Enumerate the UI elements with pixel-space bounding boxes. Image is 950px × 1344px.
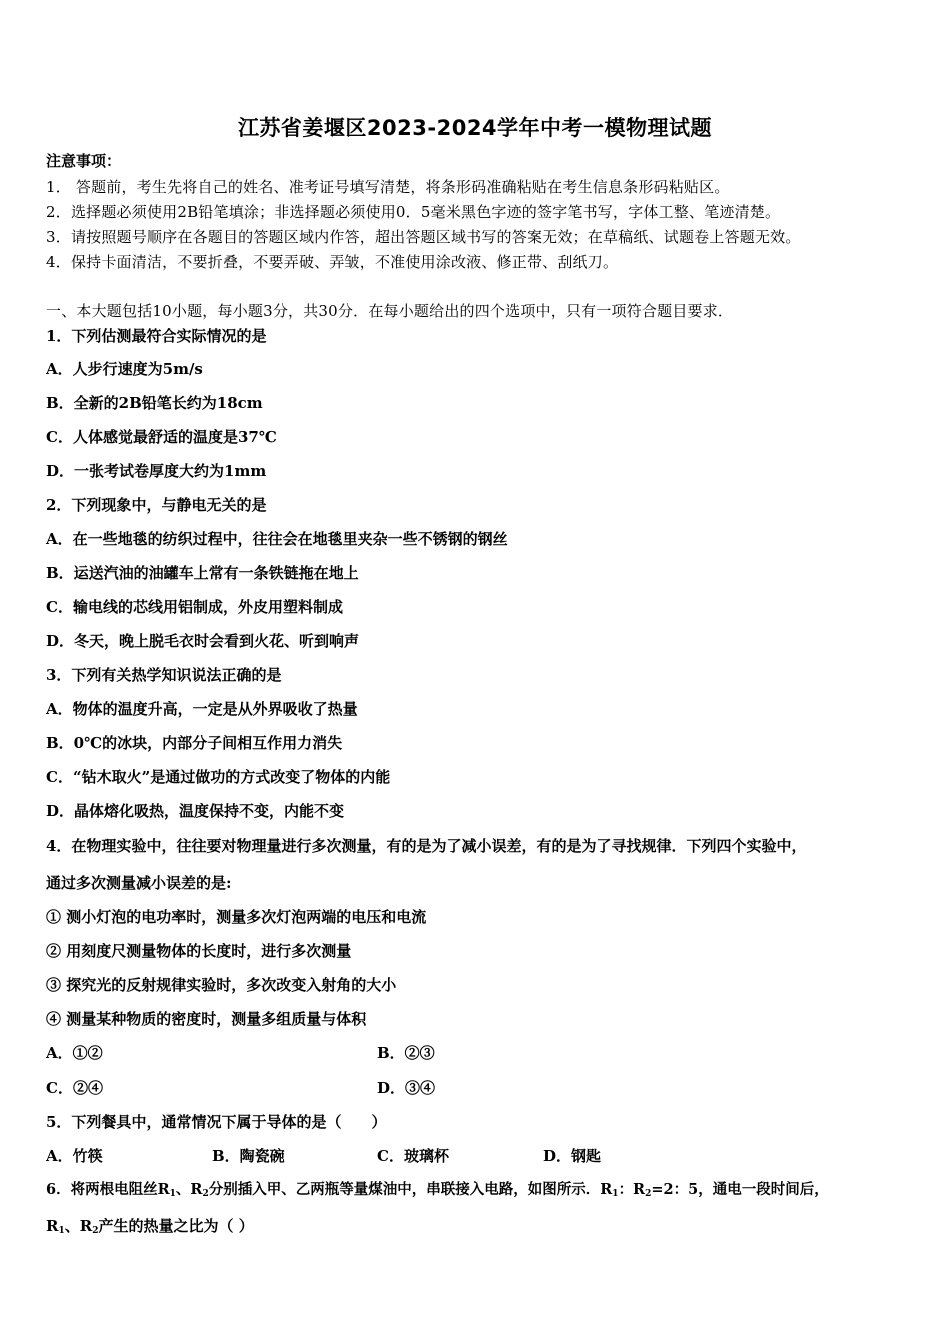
question-4-option-c: C．②④: [46, 1079, 103, 1097]
question-5-option-a: A．竹筷: [46, 1147, 103, 1165]
question-6-stem-continued: [46, 1216, 254, 1241]
q6-text: ：R: [618, 1181, 646, 1198]
question-4-item: ② 用刻度尺测量物体的长度时，进行多次测量: [46, 942, 352, 960]
question-4-stem-continued: 通过多次测量减小误差的是:: [46, 874, 232, 892]
q6-text: =2：5，通电一段时间后，: [651, 1181, 829, 1198]
question-2-option-b: B．运送汽油的油罐车上常有一条铁链拖在地上: [46, 564, 359, 582]
q6-text: 、R: [175, 1181, 203, 1198]
question-2-option-a: A．在一些地毯的纺织过程中，往往会在地毯里夹杂一些不锈钢的钢丝: [46, 530, 508, 548]
question-5-stem: 5．下列餐具中，通常情况下属于导体的是（ ）: [46, 1113, 387, 1131]
notice-item: 1． 答题前，考生先将自己的姓名、准考证号填写清楚，将条形码准确粘贴在考生信息条形码粘贴区。: [46, 178, 730, 196]
question-3-option-b: B．0℃的冰块，内部分子间相互作用力消失: [46, 734, 343, 752]
notice-heading: 注意事项：: [46, 152, 122, 170]
question-3-option-d: D．晶体熔化吸热，温度保持不变，内能不变: [46, 802, 345, 820]
question-5-option-b: B．陶瓷碗: [212, 1147, 285, 1165]
question-1-option-b: B．全新的2B铅笔长约为18cm: [46, 394, 263, 412]
question-4-item: ④ 测量某种物质的密度时，测量多组质量与体积: [46, 1010, 367, 1028]
question-6-stem: [46, 1180, 829, 1204]
section-heading: 一、本大题包括10小题，每小题3分，共30分．在每小题给出的四个选项中，只有一项符合题目要求．: [46, 302, 734, 320]
q6-text: R: [46, 1217, 59, 1235]
question-2-stem: 2．下列现象中，与静电无关的是: [46, 496, 267, 514]
question-3-option-c: C．“钻木取火”是通过做功的方式改变了物体的内能: [46, 768, 391, 786]
question-5-option-c: C．玻璃杯: [377, 1147, 449, 1165]
q6-subscript: 1: [58, 1226, 65, 1236]
question-1-option-d: D．一张考试卷厚度大约为1mm: [46, 462, 267, 480]
q6-subscript: 1: [169, 1189, 176, 1199]
question-3-option-a: A．物体的温度升高，一定是从外界吸收了热量: [46, 700, 358, 718]
question-2-option-c: C．输电线的芯线用铝制成，外皮用塑料制成: [46, 598, 343, 616]
question-1-option-c: C．人体感觉最舒适的温度是37℃: [46, 428, 277, 446]
question-4-stem: 4．在物理实验中，往往要对物理量进行多次测量，有的是为了减小误差，有的是为了寻找规律．下列四个实验中，: [46, 837, 807, 855]
question-4-item: ③ 探究光的反射规律实验时，多次改变入射角的大小: [46, 976, 397, 994]
question-1-option-a: A．人步行速度为5m/s: [46, 360, 203, 378]
question-2-option-d: D．冬天，晚上脱毛衣时会看到火花、听到响声: [46, 632, 360, 650]
q6-text: 分别插入甲、乙两瓶等量煤油中，串联接入电路，如图所示．R: [208, 1181, 613, 1198]
notice-item: 2．选择题必须使用2B铅笔填涂；非选择题必须使用0．5毫米黑色字迹的签字笔书写，字体工整、笔迹清楚。: [46, 203, 781, 221]
q6-subscript: 2: [645, 1189, 652, 1199]
q6-text: 产生的热量之比为（ ）: [98, 1217, 254, 1235]
question-4-option-b: B．②③: [377, 1044, 435, 1062]
notice-item: 3．请按照题号顺序在各题目的答题区域内作答，超出答题区域书写的答案无效；在草稿纸、试题卷上答题无效。: [46, 228, 801, 246]
question-4-option-d: D．③④: [377, 1079, 436, 1097]
q6-text: 6．将两根电阻丝R: [46, 1181, 170, 1198]
page-title: 江苏省姜堰区2023-2024学年中考一模物理试题: [237, 116, 713, 140]
question-4-option-a: A．①②: [46, 1044, 103, 1062]
q6-subscript: 2: [202, 1189, 209, 1199]
q6-subscript: 2: [92, 1226, 99, 1236]
question-5-option-d: D．钢匙: [543, 1147, 602, 1165]
question-4-item: ① 测小灯泡的电功率时，测量多次灯泡两端的电压和电流: [46, 908, 427, 926]
q6-subscript: 1: [612, 1189, 619, 1199]
question-1-stem: 1．下列估测最符合实际情况的是: [46, 327, 267, 345]
q6-text: 、R: [64, 1217, 93, 1235]
question-3-stem: 3．下列有关热学知识说法正确的是: [46, 666, 282, 684]
notice-item: 4．保持卡面清洁，不要折叠，不要弄破、弄皱，不准使用涂改液、修正带、刮纸刀。: [46, 253, 619, 271]
